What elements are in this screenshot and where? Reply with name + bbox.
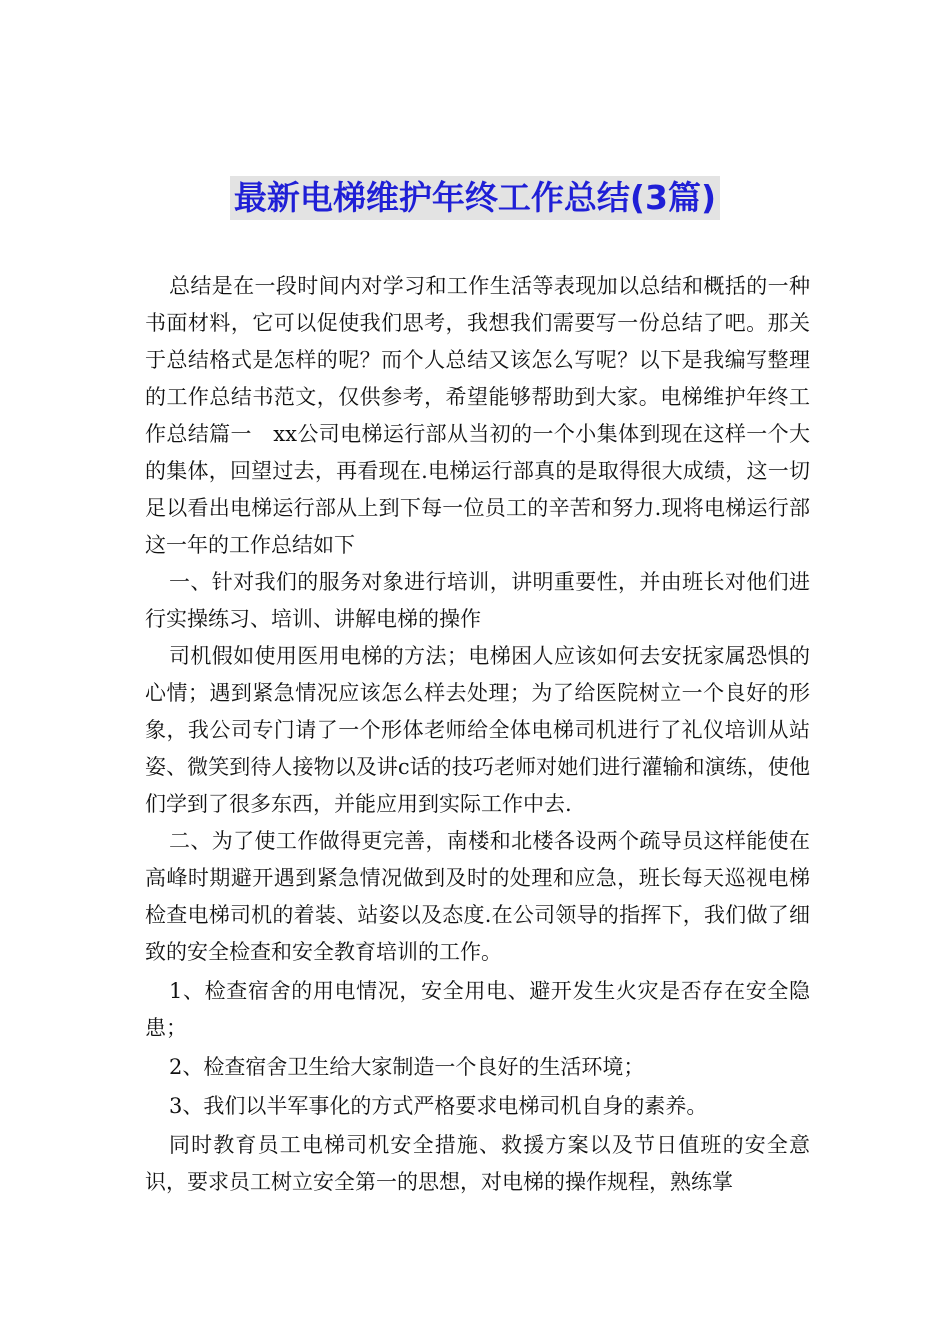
document-body: [145, 268, 810, 1201]
list-item-2: 2、检查宿舍卫生给大家制造一个良好的生活环境；: [169, 1055, 645, 1079]
list-item-3: 3、我们以半军事化的方式严格要求电梯司机自身的素养。: [169, 1094, 708, 1118]
title-container: [0, 176, 950, 220]
document-title: 最新电梯维护年终工作总结(3篇): [230, 176, 720, 220]
paragraph-intro: 总结是在一段时间内对学习和工作生活等表现加以总结和概括的一种书面材料，它可以促使我们思考，我想我们需要写一份总结了吧。那关于总结格式是怎样的呢？而个人总结又该怎么写呢？以下是我编写整理的工作总结书范文，仅供参考，希望能够帮助到大家。电梯维护年终工作总结篇一 xx公司电梯运行部从当初的一个小集体到现在这样一个大的集体，回望过去，再看现在.电梯运行部真的是取得很大成绩，这一切足以看出电梯运行部从上到下每一位员工的辛苦和努力.现将电梯运行部这一年的工作总结如下: [145, 274, 810, 557]
paragraph-section-two: 二、为了使工作做得更完善，南楼和北楼各设两个疏导员这样能使在高峰时期避开遇到紧急情况做到及时的处理和应急，班长每天巡视电梯检查电梯司机的着装、站姿以及态度.在公司领导的指挥下，我们做了细致的安全检查和安全教育培训的工作。: [145, 829, 810, 964]
list-item-1: 1、检查宿舍的用电情况，安全用电、避开发生火灾是否存在安全隐患；: [145, 979, 810, 1040]
paragraph-section-one: 一、针对我们的服务对象进行培训，讲明重要性，并由班长对他们进行实操练习、培训、讲解电梯的操作: [145, 570, 810, 631]
paragraph-safety-education: 同时教育员工电梯司机安全措施、救援方案以及节日值班的安全意识，要求员工树立安全第一的思想，对电梯的操作规程，熟练掌: [145, 1133, 810, 1194]
paragraph-training-details: 司机假如使用医用电梯的方法；电梯困人应该如何去安抚家属恐惧的心情；遇到紧急情况应该怎么样去处理；为了给医院树立一个良好的形象，我公司专门请了一个形体老师给全体电梯司机进行了礼仪培训从站姿、微笑到待人接物以及讲c话的技巧老师对她们进行灌输和演练，使他们学到了很多东西，并能应用到实际工作中去.: [145, 644, 810, 816]
